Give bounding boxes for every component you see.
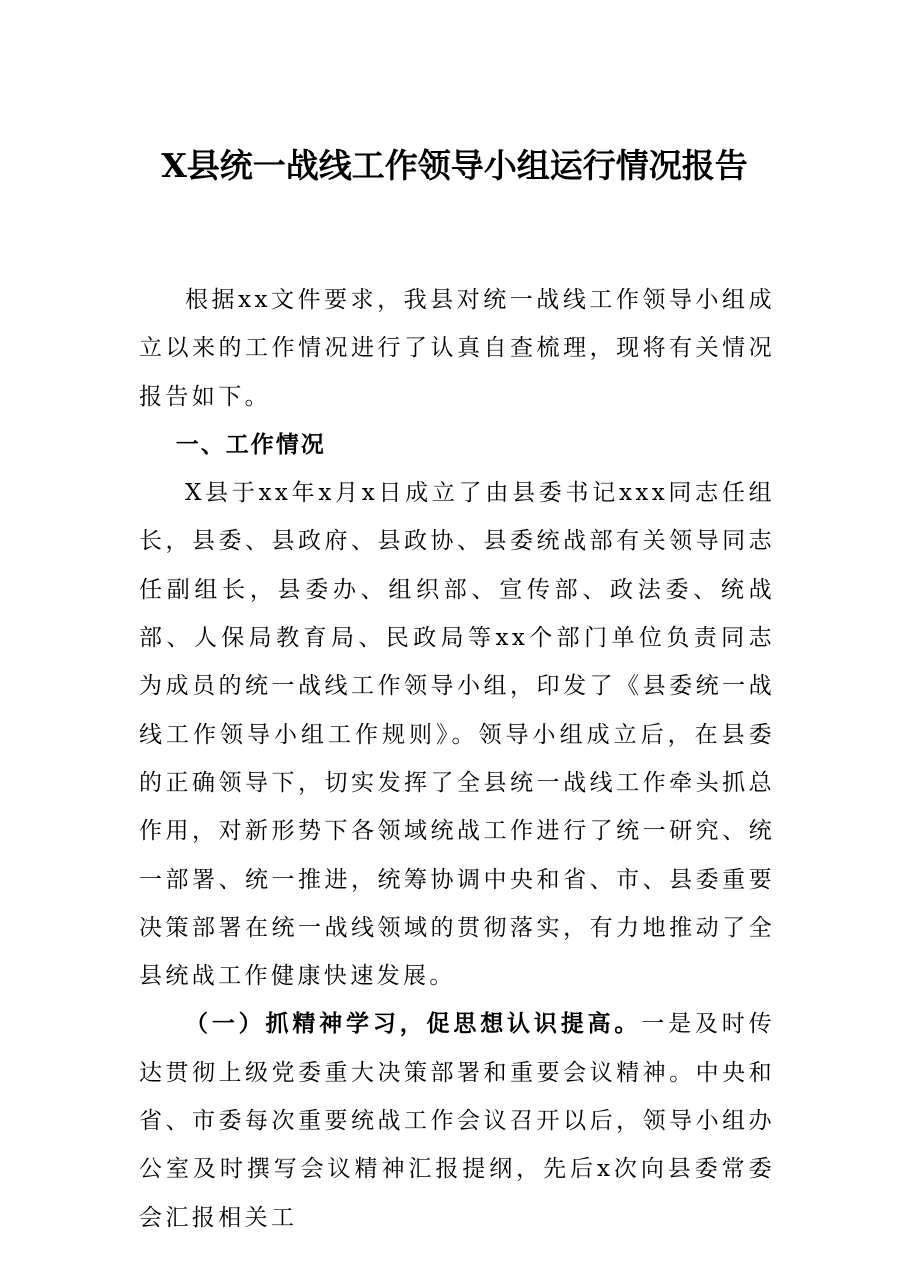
subsection-paragraph — [139, 1000, 775, 1241]
document-title: X县统一战线工作领导小组运行情况报告 — [161, 146, 748, 185]
subsection-text: 一是及时传达贯彻上级党委重大决策部署和重要会议精神。中央和省、市委每次重要统战工作会议召开以后，领导小组办公室及时撰写会议精神汇报提纲，先后x次向县委常委会汇报相关工 — [139, 1011, 775, 1231]
work-status-paragraph: X县于xx年x月x日成立了由县委书记xxx同志任组长，县委、县政府、县政协、县委统战部有关领导同志任副组长，县委办、组织部、宣传部、政法委、统战部、人保局教育局、民政局等xx个部门单位负责同志为成员的统一战线工作领导小组，印发了《县委统一战线工作领导小组工作规则》。领导小组成立后，在县委的正确领导下，切实发挥了全县统一战线工作牵头抓总作用，对新形势下各领域统战工作进行了统一研究、统一部署、统一推进，统筹协调中央和省、市、县委重要决策部署在统一战线领域的贯彻落实，有力地推动了全县统战工作健康快速发展。 — [139, 480, 775, 990]
section-heading-work-status: 一、工作情况 — [175, 431, 326, 458]
intro-paragraph: 根据xx文件要求，我县对统一战线工作领导小组成立以来的工作情况进行了认真自查梳理，现将有关情况报告如下。 — [139, 287, 775, 410]
document-body — [139, 276, 775, 1242]
subsection-heading: （一）抓精神学习，促思想认识提高。 — [185, 1010, 642, 1038]
